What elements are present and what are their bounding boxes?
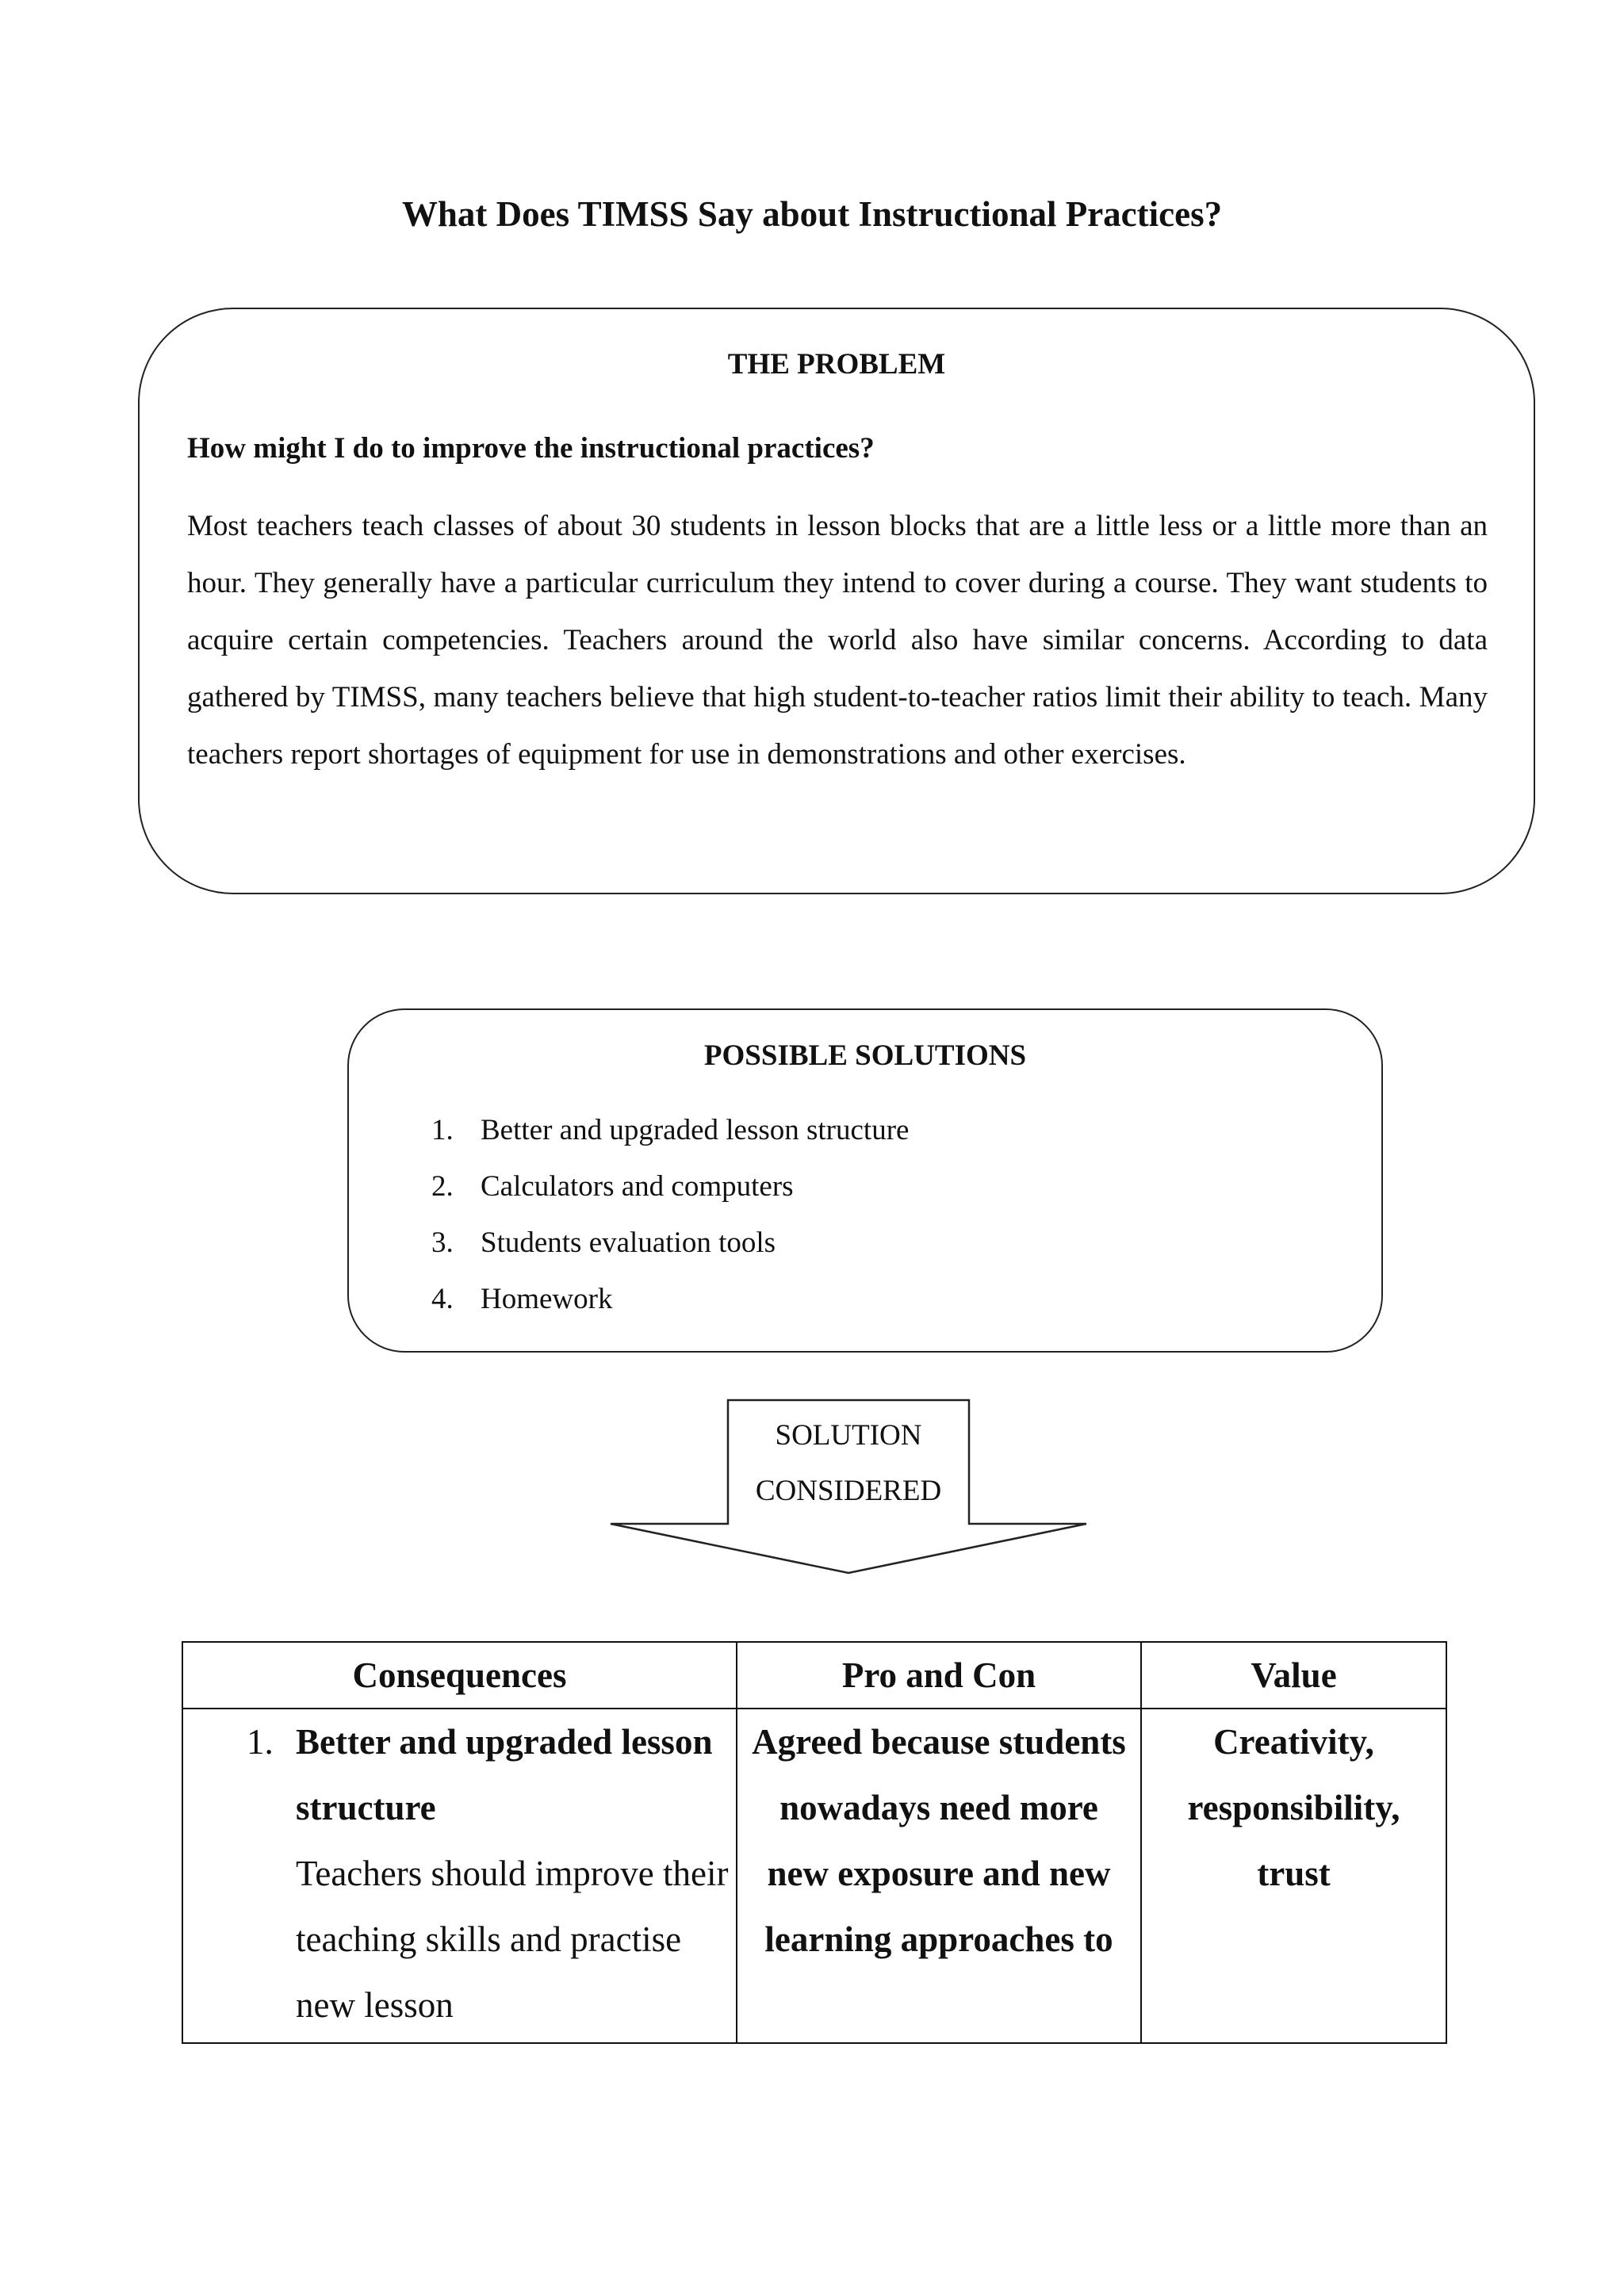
header-value: Value [1141,1642,1446,1709]
consequence-title: Better and upgraded lesson structure [296,1722,713,1827]
problem-body: Most teachers teach classes of about 30 students in lesson blocks that are a little less or a little more than an hour. They generally have a particular curriculum they intend to cover during a course. They want students to acquire certain competencies. Teachers around the world also have similar concerns. According to data gathered by TIMSS, many teachers believe that high student-to-teacher ratios limit their ability to teach. Many teachers report shortages of equipment for use in demonstrations and other exercises. [187,510,1488,771]
page-title: What Does TIMSS Say about Instructional Practices? [401,194,1223,234]
solution-number: 1. [431,1114,454,1146]
arrow-label-line2: CONSIDERED [755,1475,942,1507]
table-row [182,1709,1446,2043]
solution-item [431,1169,909,1226]
problem-question: How might I do to improve the instructional practices? [187,432,875,465]
value-cell [1141,1709,1446,2043]
solutions-heading: POSSIBLE SOLUTIONS [703,1039,1027,1072]
solution-text: Students evaluation tools [481,1226,776,1259]
table-header-row [182,1642,1446,1709]
arrow-label-line1: SOLUTION [775,1419,922,1452]
solution-item [431,1282,909,1338]
arrow-label [728,1408,969,1519]
solution-number: 2. [431,1170,454,1203]
consequence-number: 1. [247,1722,274,1762]
solutions-box [347,1008,1383,1353]
solution-text: Calculators and computers [481,1170,794,1203]
header-consequences: Consequences [182,1642,737,1709]
pro-con-text: Agreed because students nowadays need more new exposure and new learning approaches to [752,1722,1126,1959]
consequences-table [182,1641,1447,2044]
problem-heading: THE PROBLEM [727,348,946,381]
pro-con-cell [737,1709,1141,2043]
solutions-list [431,1113,909,1338]
consequence-cell [182,1709,737,2043]
solution-item [431,1113,909,1169]
solution-item [431,1226,909,1282]
value-text: Creativity, responsibility, trust [1187,1722,1400,1893]
consequence-text: Teachers should improve their teaching skills and practise new lesson [296,1854,729,2025]
header-pro-and-con: Pro and Con [737,1642,1141,1709]
problem-box [138,308,1535,894]
solution-text: Better and upgraded lesson structure [481,1114,910,1146]
solution-number: 3. [431,1226,454,1259]
solution-number: 4. [431,1283,454,1315]
solution-text: Homework [481,1283,613,1315]
